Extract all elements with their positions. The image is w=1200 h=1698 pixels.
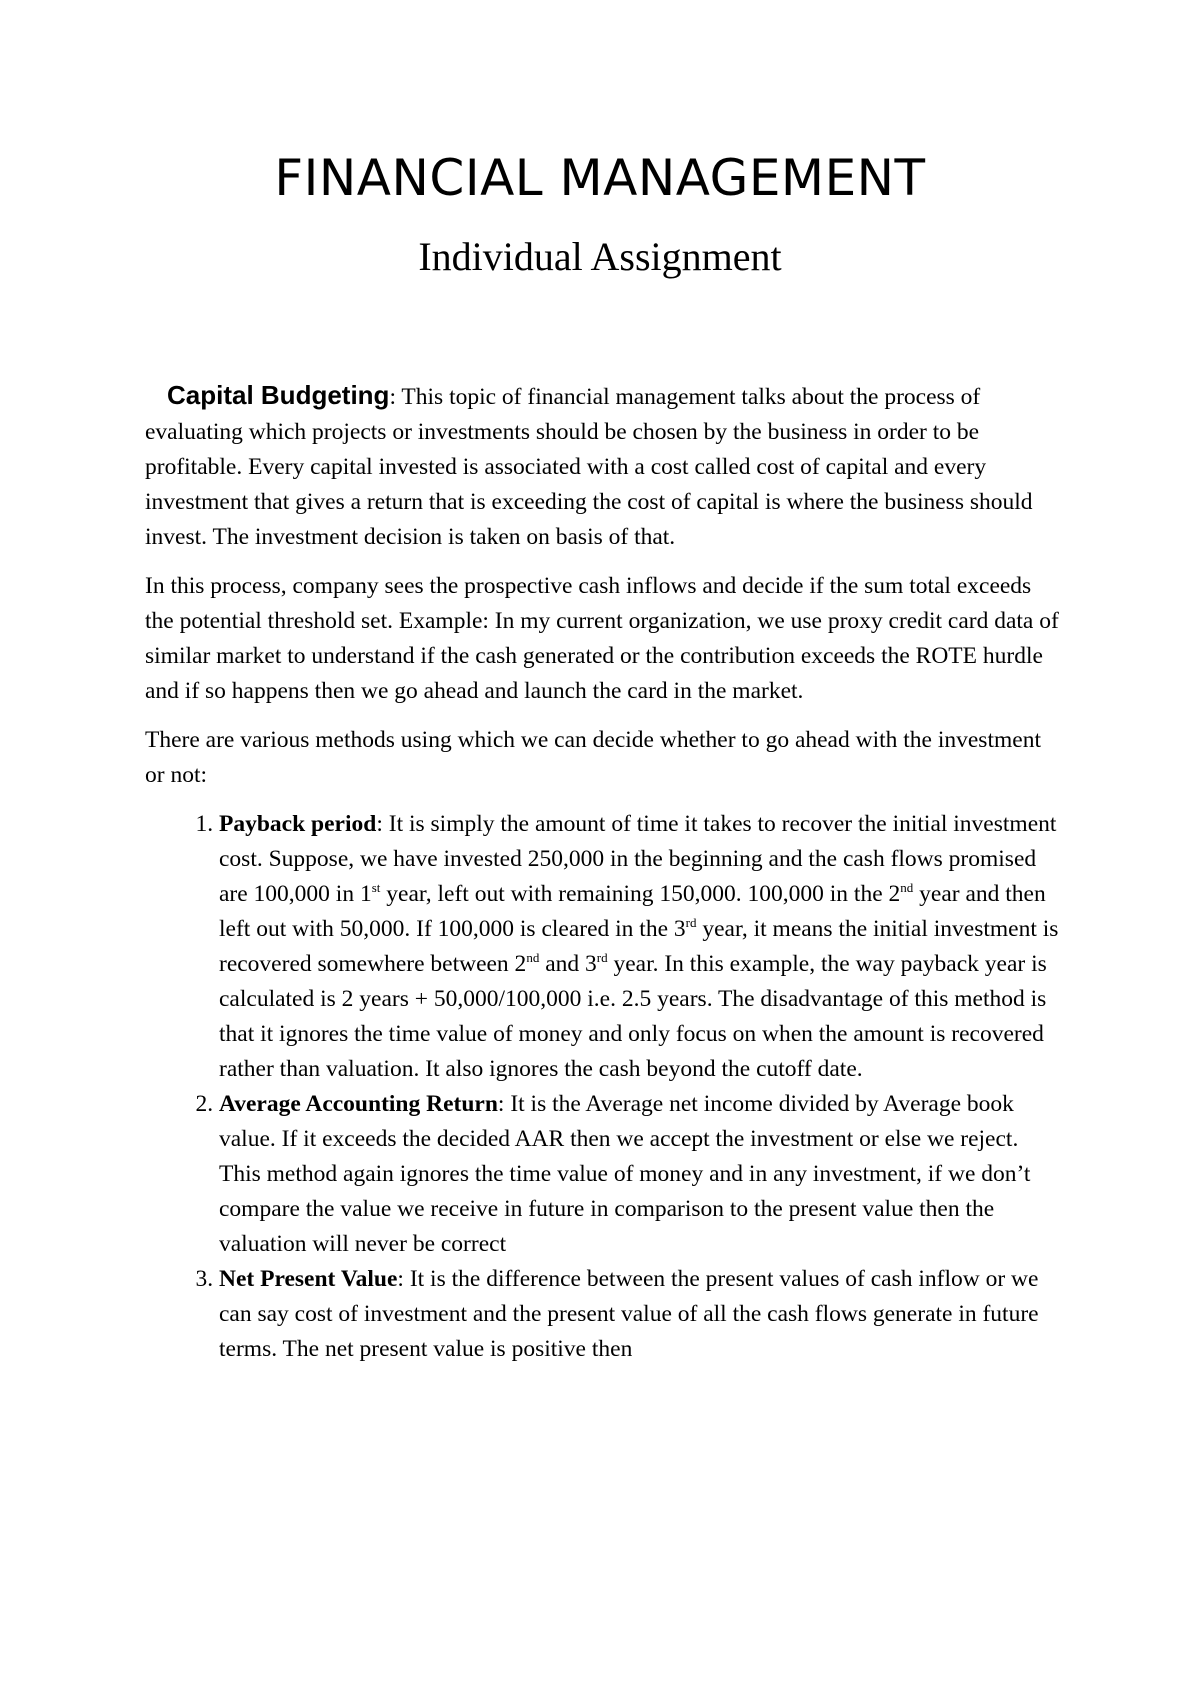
- list-item-net-present-value: [219, 1262, 1065, 1367]
- ordinal-superscript: rd: [596, 950, 608, 966]
- method-term: Average Accounting Return: [219, 1091, 498, 1117]
- list-item-average-accounting-return: [219, 1087, 1065, 1262]
- method-text: year, left out with remaining 150,000. 100,000 in the 2: [380, 881, 901, 907]
- method-term: Net Present Value: [219, 1266, 398, 1292]
- method-text: : It is the difference between the present values of cash inflow or we can say cost of investment and the present value of all the cash flows generate in future terms. The net present value is positive then: [219, 1266, 1039, 1362]
- document-title: FINANCIAL MANAGEMENT: [274, 149, 926, 207]
- method-text: : It is simply the amount of time it takes to recover the initial investment cost. Suppose, we have invested 250,000 in the beginning and the cash flows promised are 100,000 in 1: [219, 811, 1057, 907]
- intro-colon: :: [389, 384, 396, 410]
- ordinal-superscript: nd: [900, 880, 914, 896]
- method-text: : It is the Average net income divided by Average book value. If it exceeds the decided AAR then we accept the investment or else we reject. This method again ignores the time value of money and in any investment, if we don’t compare the value we receive in future in comparison to the present value then the valuation will never be correct: [219, 1091, 1031, 1257]
- method-text: year, it means the initial investment is recovered somewhere between 2: [219, 916, 1059, 977]
- methods-intro-paragraph: There are various methods using which we can decide whether to go ahead with the investment or not:: [145, 727, 1041, 788]
- process-paragraph: In this process, company sees the prospective cash inflows and decide if the sum total exceeds the potential threshold set. Example: In my current organization, we use proxy credit card data of similar market to understand if the cash generated or the contribution exceeds the ROTE hurdle and if so happens then we go ahead and launch the card in the market.: [145, 573, 1059, 704]
- ordinal-superscript: nd: [526, 950, 540, 966]
- method-term: Payback period: [219, 811, 377, 837]
- methods-list: [145, 807, 1065, 1367]
- ordinal-superscript: rd: [685, 915, 697, 931]
- intro-text: This topic of financial management talks about the process of evaluating which projects or investments should be chosen by the business in order to be profitable. Every capital invested is associated with a cost called cost of capital and every investment that gives a return that is exceeding the cost of capital is where the business should invest. The investment decision is taken on basis of that.: [145, 384, 1033, 550]
- list-item-payback-period: [219, 807, 1065, 1087]
- document-subtitle: Individual Assignment: [418, 234, 782, 279]
- intro-paragraph: [145, 378, 1065, 555]
- method-text: year. In this example, the way payback year is calculated is 2 years + 50,000/100,000 i.e. 2.5 years. The disadvantage of this method is that it ignores the time value of money and only focus on when the amount is recovered rather than valuation. It also ignores the cash beyond the cutoff date.: [219, 951, 1047, 1082]
- method-text: year and then left out with 50,000. If 100,000 is cleared in the 3: [219, 881, 1046, 942]
- document-body: [145, 378, 1065, 1367]
- ordinal-superscript: st: [371, 880, 381, 896]
- method-text: and 3: [539, 951, 597, 977]
- section-heading-capital-budgeting: Capital Budgeting: [167, 380, 390, 410]
